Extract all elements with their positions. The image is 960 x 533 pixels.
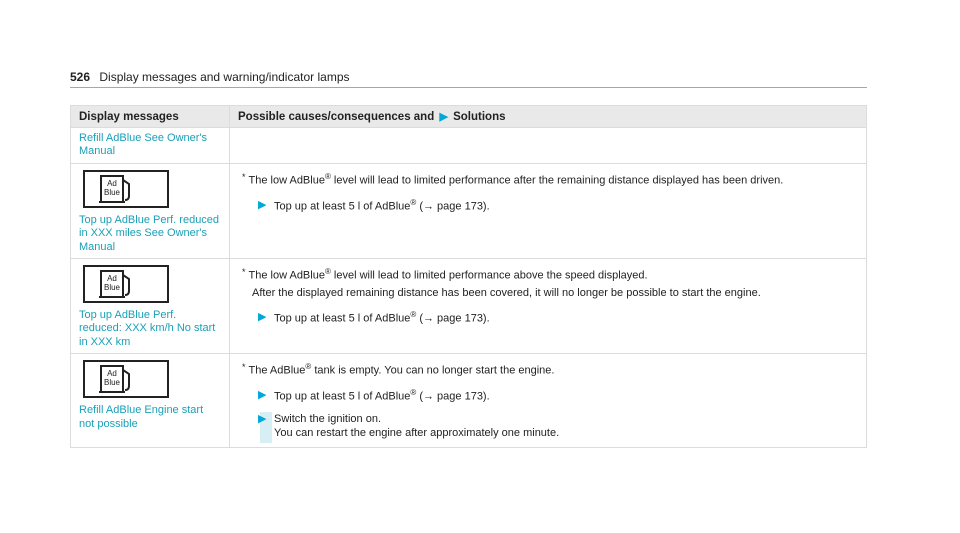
header-solutions-text: Solutions bbox=[453, 111, 506, 123]
svg-text:Blue: Blue bbox=[103, 283, 121, 293]
action-step: ▶ Switch the ignition on. You can restart the engine after approximately one minute. bbox=[260, 412, 858, 443]
header-display-messages: Display messages bbox=[71, 106, 230, 128]
table-row bbox=[71, 259, 867, 354]
message-cell bbox=[71, 259, 230, 354]
message-text: Top up AdBlue Perf. reduced in XXX miles See Owner's Manual bbox=[79, 213, 220, 253]
action-step: ▶ Top up at least 5 l of AdBlue® (→ page 173). bbox=[258, 388, 490, 403]
cause-cell bbox=[230, 354, 867, 448]
action-step: ▶ Top up at least 5 l of AdBlue® (→ page 173). bbox=[258, 310, 490, 325]
cause-continuation: After the displayed remaining distance has been covered, it will no longer be possible to start the engine. bbox=[252, 286, 761, 299]
action-step: ▶ Top up at least 5 l of AdBlue® (→ page 173). bbox=[258, 197, 490, 213]
cause-note: * The low AdBlue® level will lead to limited performance after the remaining distance displayed has been driven. bbox=[242, 171, 784, 187]
table-row bbox=[71, 163, 867, 258]
message-text: Refill AdBlue Engine start not possible bbox=[79, 404, 204, 430]
arrow-icon: ▶ bbox=[258, 311, 267, 324]
header-causes-solutions bbox=[230, 106, 867, 128]
svg-text:Ad: Ad bbox=[107, 178, 117, 188]
arrow-icon: ▶ bbox=[439, 111, 448, 123]
cause-note: * The low AdBlue® level will lead to limited performance above the speed displayed. After the displayed remaining distance has been covered, it will no longer be possible to start the engine. bbox=[242, 267, 858, 300]
svg-text:Blue: Blue bbox=[103, 378, 121, 388]
table-header-row bbox=[71, 106, 867, 128]
message-text: Top up AdBlue Perf. reduced: XXX km/h No start in XXX km bbox=[79, 309, 216, 348]
header-causes-text: Possible causes/consequences and bbox=[238, 111, 435, 123]
arrow-icon: ▶ bbox=[258, 389, 267, 402]
message-cell bbox=[71, 128, 230, 164]
message-text: Refill AdBlue See Owner's Manual bbox=[79, 132, 208, 158]
display-messages-table bbox=[70, 105, 867, 448]
svg-text:Blue: Blue bbox=[103, 187, 121, 197]
table-row bbox=[71, 354, 867, 448]
message-cell bbox=[71, 354, 230, 448]
page-title: Display messages and warning/indicator lamps bbox=[99, 70, 350, 84]
adblue-pump-icon bbox=[83, 360, 169, 398]
page-number: 526 bbox=[70, 70, 91, 84]
page-header bbox=[70, 70, 350, 84]
header-divider bbox=[70, 87, 867, 88]
cause-cell bbox=[230, 128, 867, 164]
cause-note: * The AdBlue® tank is empty. You can no longer start the engine. bbox=[242, 362, 555, 377]
adblue-pump-icon bbox=[83, 170, 169, 208]
arrow-icon: ▶ bbox=[258, 198, 267, 211]
svg-text:Ad: Ad bbox=[107, 274, 117, 284]
cause-cell bbox=[230, 163, 867, 258]
arrow-icon: ▶ bbox=[258, 413, 267, 426]
adblue-pump-icon bbox=[83, 265, 169, 303]
svg-text:Ad: Ad bbox=[107, 369, 117, 379]
table-row bbox=[71, 128, 867, 164]
message-cell bbox=[71, 163, 230, 258]
cause-cell bbox=[230, 259, 867, 354]
